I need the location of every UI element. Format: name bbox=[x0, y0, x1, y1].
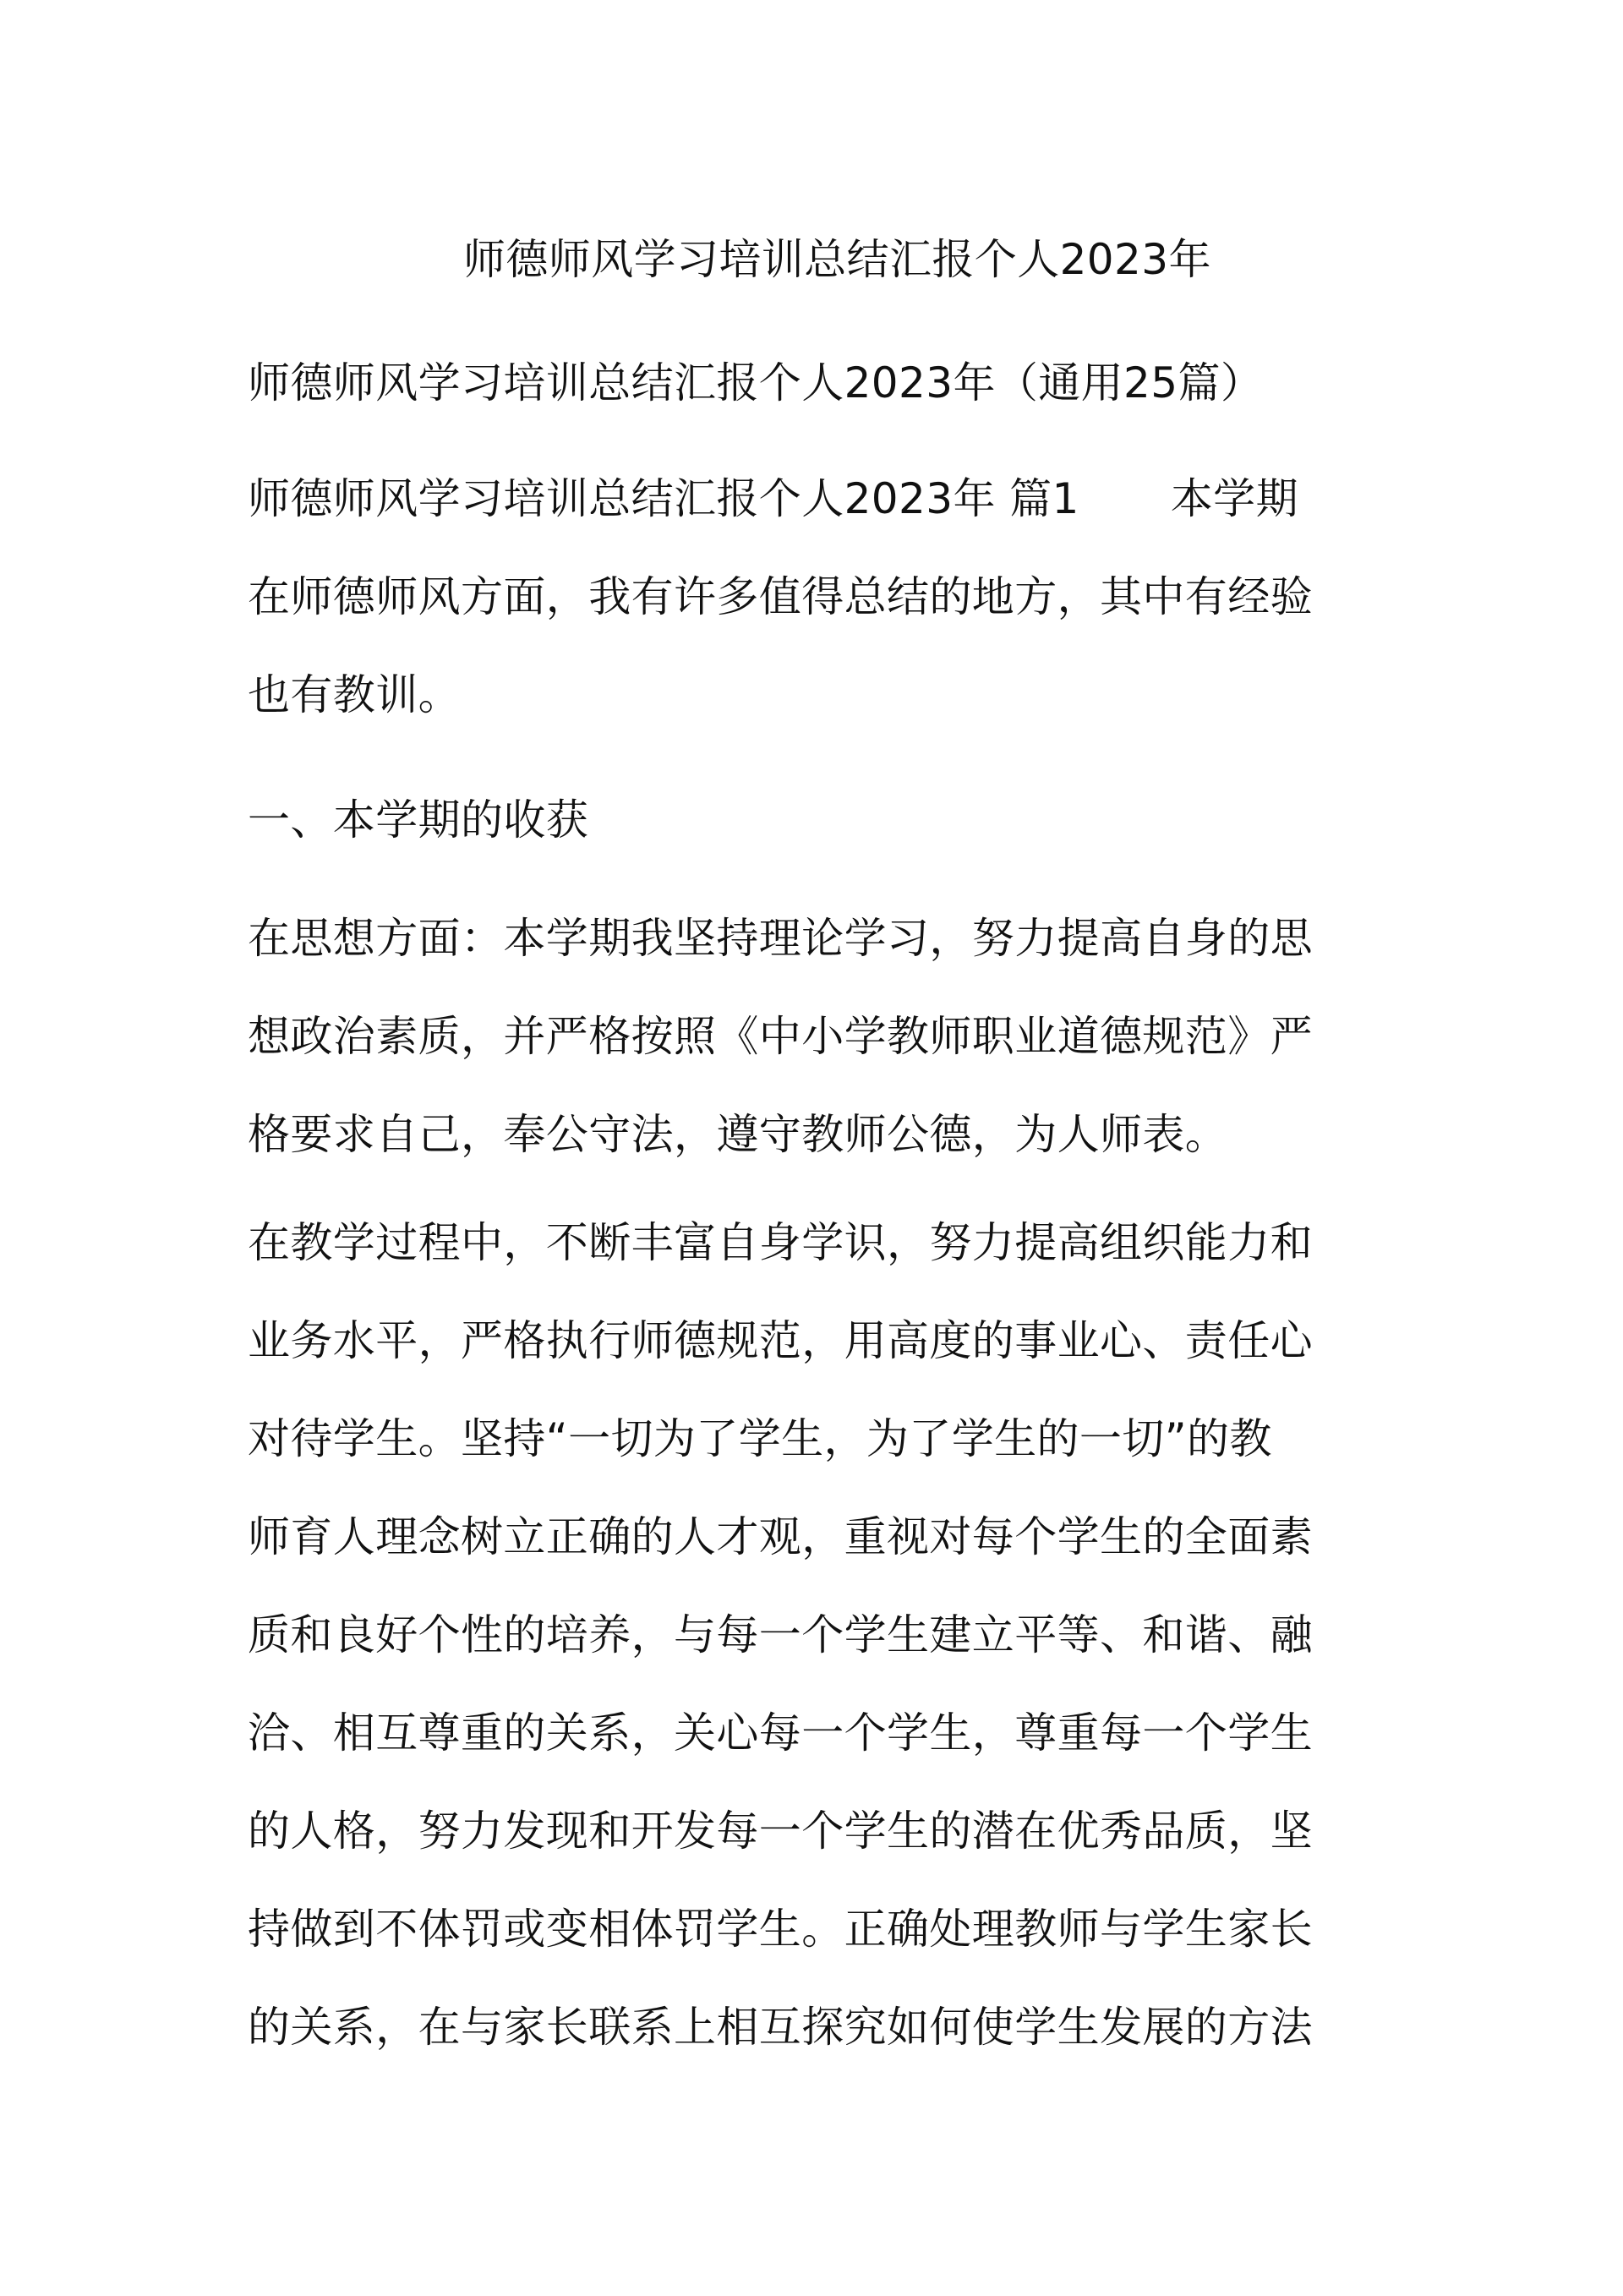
paragraph-3-line: 质和良好个性的培养，与每一个学生建立平等、和谐、融 bbox=[248, 1610, 1313, 1659]
paragraph-3-line: 持做到不体罚或变相体罚学生。正确处理教师与学生家长 bbox=[248, 1905, 1313, 1954]
document-subtitle: 师德师风学习培训总结汇报个人2023年（通用25篇） bbox=[248, 358, 1264, 407]
document-title: 师德师风学习培训总结汇报个人2023年 bbox=[463, 235, 1211, 284]
paragraph-1-line-3: 也有教训。 bbox=[248, 670, 461, 719]
paragraph-3-line: 业务水平，严格执行师德规范，用高度的事业心、责任心 bbox=[248, 1316, 1313, 1365]
paragraph-2-line: 想政治素质，并严格按照《中小学教师职业道德规范》严 bbox=[248, 1012, 1313, 1061]
paragraph-1-line-1-text: 本学期 bbox=[1170, 474, 1298, 523]
paragraph-3-line: 的人格，努力发现和开发每一个学生的潜在优秀品质，坚 bbox=[248, 1807, 1313, 1856]
article-heading: 师德师风学习培训总结汇报个人2023年 篇1 bbox=[248, 474, 1079, 523]
paragraph-1-line-2: 在师德师风方面，我有许多值得总结的地方，其中有经验 bbox=[248, 572, 1313, 621]
paragraph-3-line: 在教学过程中，不断丰富自身学识，努力提高组织能力和 bbox=[248, 1218, 1313, 1267]
paragraph-2 bbox=[248, 913, 1389, 1160]
paragraph-1-line-1 bbox=[248, 473, 1389, 524]
paragraph-3-line: 对待学生。坚持“一切为了学生，为了学生的一切”的教 bbox=[248, 1414, 1272, 1463]
paragraph-3-line: 师育人理念树立正确的人才观，重视对每个学生的全面素 bbox=[248, 1512, 1313, 1561]
paragraph-3-line: 洽、相互尊重的关系，关心每一个学生，尊重每一个学生 bbox=[248, 1708, 1313, 1758]
paragraph-1 bbox=[248, 473, 1389, 720]
paragraph-3 bbox=[248, 1217, 1389, 2053]
section-heading: 一、本学期的收获 bbox=[248, 795, 589, 845]
paragraph-2-line: 在思想方面：本学期我坚持理论学习，努力提高自身的思 bbox=[248, 914, 1313, 963]
paragraph-3-line: 的关系，在与家长联系上相互探究如何使学生发展的方法 bbox=[248, 2003, 1313, 2052]
paragraph-2-line: 格要求自己，奉公守法，遵守教师公德，为人师表。 bbox=[248, 1110, 1228, 1159]
